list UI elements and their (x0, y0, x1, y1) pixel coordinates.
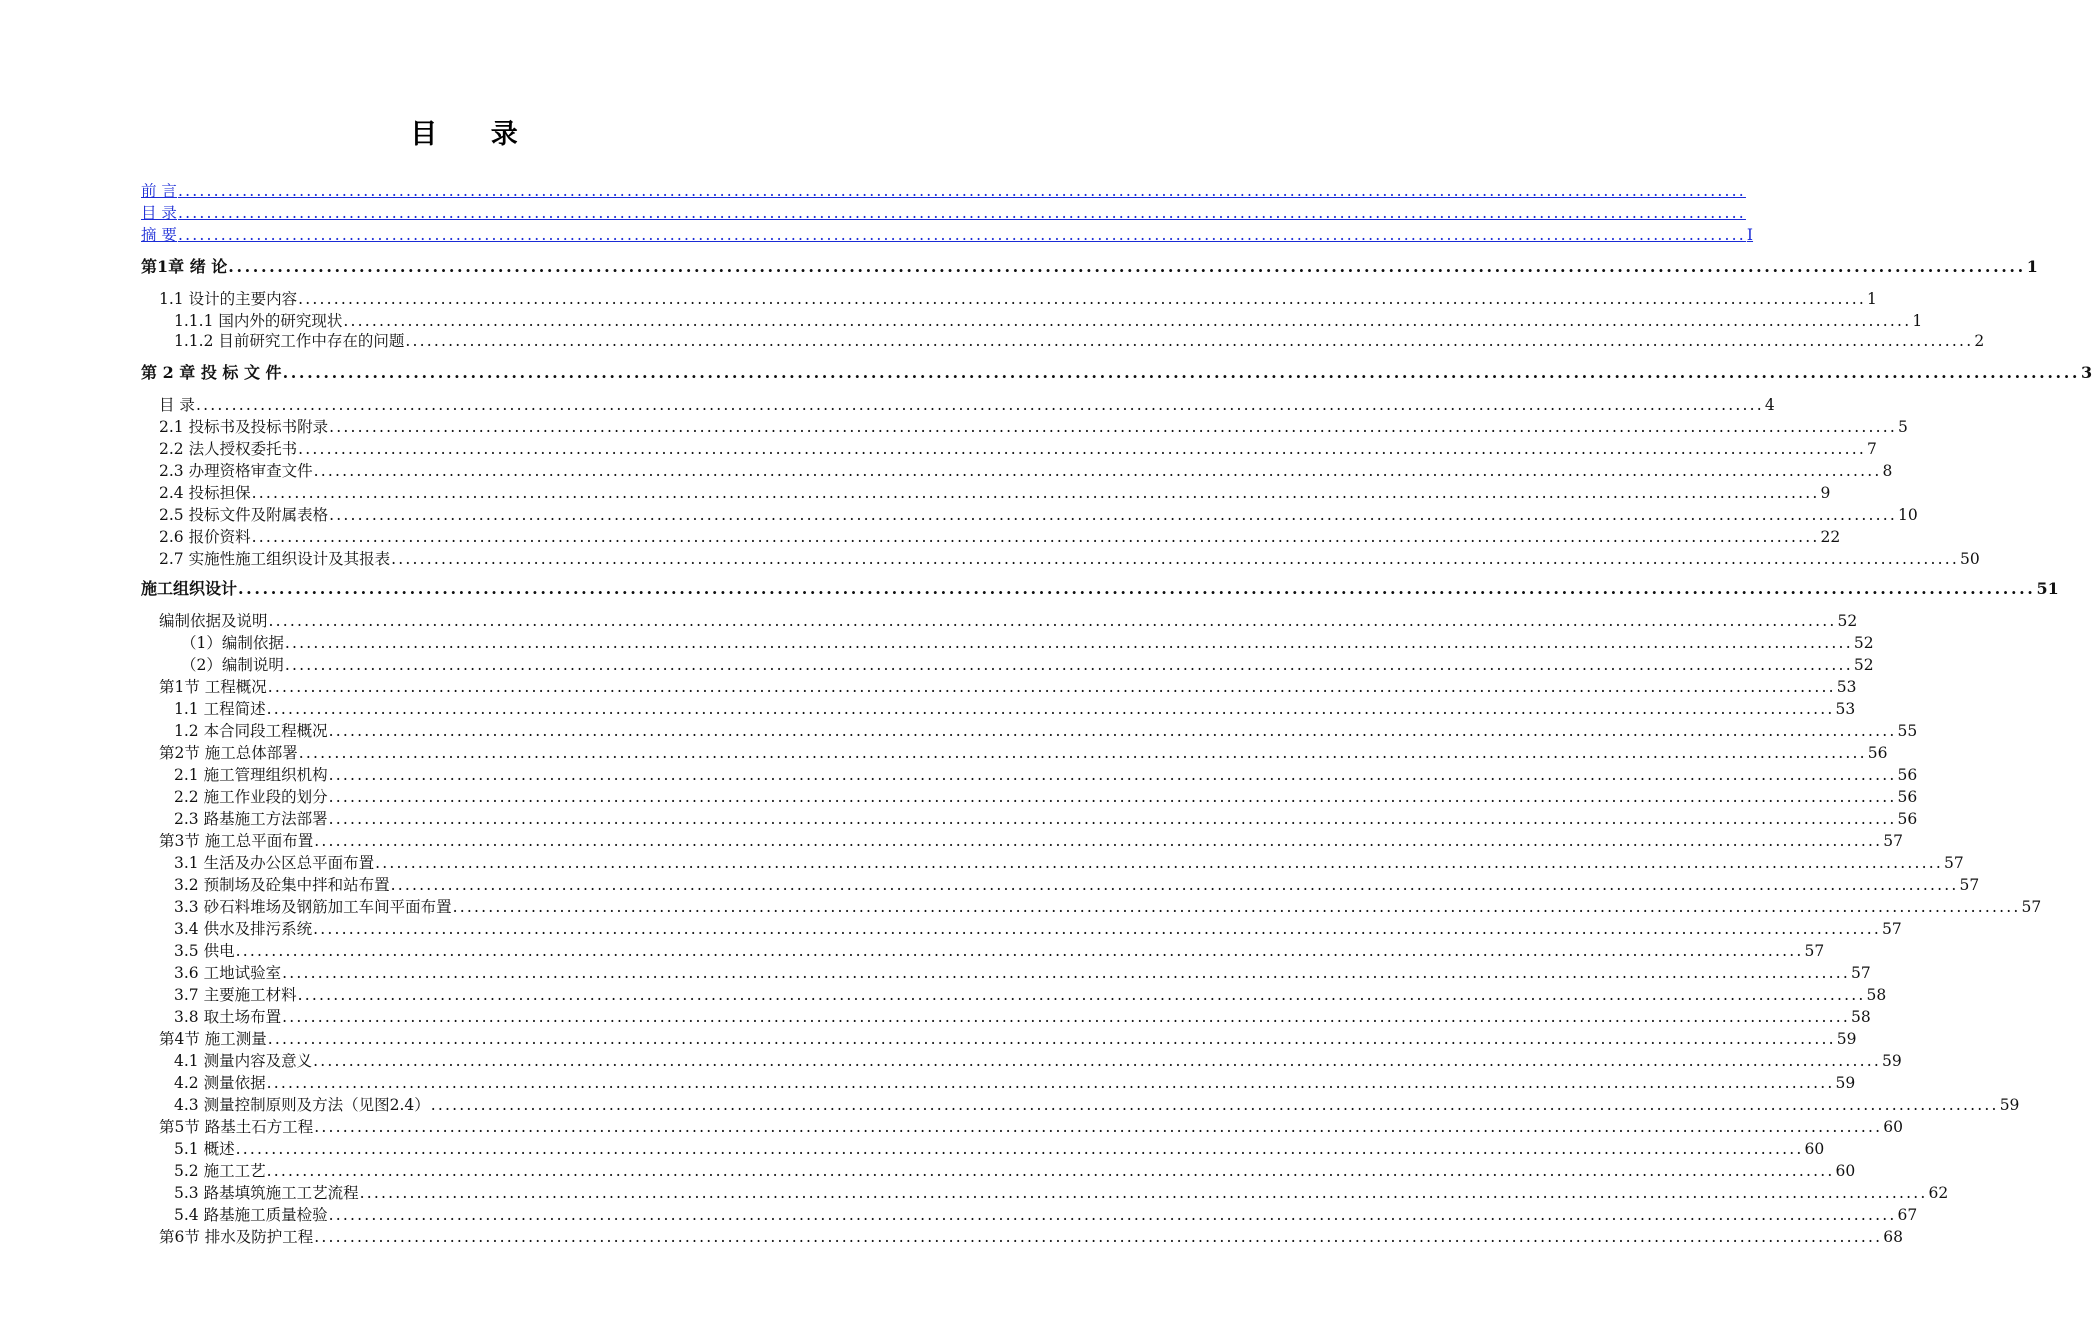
toc-entry-label: 1.1.1 国内外的研究现状 (174, 312, 343, 330)
toc-row[interactable] (181, 632, 1874, 654)
dot-leader: ............................................................................................................................................................................................................................ (267, 1030, 1836, 1048)
dot-leader: ............................................................................................................................................................................................................................ (328, 766, 1897, 784)
toc-row[interactable] (159, 482, 1831, 504)
dot-leader: ............................................................................................................................................................................................................................ (177, 226, 1746, 244)
toc-page-number: 5 (1898, 418, 1908, 436)
toc-entry-label: 2.2 施工作业段的划分 (174, 788, 328, 806)
toc-row[interactable] (174, 984, 1887, 1006)
dot-leader: ............................................................................................................................................................................................................................ (391, 550, 1960, 568)
toc-entry-label: 1.1 工程简述 (174, 700, 266, 718)
dot-leader: ............................................................................................................................................................................................................................ (343, 312, 1912, 330)
toc-row[interactable] (174, 1072, 1856, 1094)
toc-page-number: 68 (1883, 1228, 1903, 1246)
toc-page-number: 57 (1883, 832, 1903, 850)
dot-leader: ............................................................................................................................................................................................................................ (298, 290, 1867, 308)
toc-entry-label: 2.3 办理资格审查文件 (159, 462, 313, 480)
dot-leader: ............................................................................................................................................................................................................................ (314, 1118, 1883, 1136)
toc-entry-label: 2.6 报价资料 (159, 528, 251, 546)
toc-entry-label: 4.2 测量依据 (174, 1074, 266, 1092)
toc-entry-label: 1.1.2 目前研究工作中存在的问题 (174, 332, 405, 350)
toc-entry-label: 3.4 供水及排污系统 (174, 920, 313, 938)
dot-leader: ............................................................................................................................................................................................................................ (195, 396, 1764, 414)
toc-page-number: 57 (1851, 964, 1871, 982)
toc-row[interactable] (174, 940, 1825, 962)
toc-entry-label: 2.3 路基施工方法部署 (174, 810, 328, 828)
toc-entry-label: 3.6 工地试验室 (174, 964, 282, 982)
toc-row[interactable] (174, 874, 1980, 896)
dot-leader: ............................................................................................................................................................................................................................ (328, 788, 1897, 806)
toc-row[interactable] (174, 698, 1856, 720)
toc-entry-label: 2.2 法人授权委托书 (159, 440, 298, 458)
toc-page-number: 1 (1912, 312, 1923, 330)
toc-entry-label: 3.1 生活及办公区总平面布置 (174, 854, 375, 872)
toc-row[interactable] (174, 310, 1923, 332)
toc-row[interactable] (159, 438, 1877, 460)
dot-leader: ............................................................................................................................................................................................................................ (297, 986, 1866, 1004)
toc-row[interactable] (159, 830, 1903, 852)
toc-entry-label: 4.3 测量控制原则及方法（见图2.4） (174, 1096, 430, 1114)
dot-leader: ............................................................................................................................................................................................................................ (282, 363, 2081, 382)
dot-leader: ............................................................................................................................................................................................................................ (298, 744, 1867, 762)
toc-page-number: 60 (1883, 1118, 1903, 1136)
toc-entry-label: 5.3 路基填筑施工工艺流程 (174, 1184, 359, 1202)
toc-row[interactable] (141, 224, 1754, 246)
dot-leader: ............................................................................................................................................................................................................................ (266, 700, 1835, 718)
dot-leader: ............................................................................................................................................................................................................................ (177, 204, 1746, 222)
toc-entry-label: 2.1 投标书及投标书附录 (159, 418, 329, 436)
toc-row[interactable] (159, 548, 1980, 570)
dot-leader: ............................................................................................................................................................................................................................ (266, 1074, 1835, 1092)
toc-entry-label: 第6节 排水及防护工程 (159, 1228, 314, 1246)
toc-entry-label: 5.1 概述 (174, 1140, 235, 1158)
dot-leader: ............................................................................................................................................................................................................................ (430, 1096, 1999, 1114)
dot-leader: ............................................................................................................................................................................................................................ (235, 942, 1804, 960)
toc-entry-label: 3.2 预制场及砼集中拌和站布置 (174, 876, 390, 894)
toc-entry-label: 第1章 绪 论 (141, 257, 228, 276)
toc-page-number: 57 (1944, 854, 1964, 872)
dot-leader: ............................................................................................................................................................................................................................ (314, 1228, 1883, 1246)
toc-page-number: 53 (1835, 700, 1856, 718)
dot-leader: ............................................................................................................................................................................................................................ (267, 678, 1836, 696)
toc-row[interactable] (174, 1006, 1871, 1028)
toc-row[interactable] (159, 676, 1857, 698)
toc-entry-label: 第3节 施工总平面布置 (159, 832, 314, 850)
toc-row[interactable] (174, 1160, 1856, 1182)
toc-entry-label: 1.1 设计的主要内容 (159, 290, 298, 308)
toc-page-number: 62 (1928, 1184, 1949, 1202)
toc-row[interactable] (159, 1226, 1903, 1248)
toc-entry-label: 4.1 测量内容及意义 (174, 1052, 313, 1070)
dot-leader: ............................................................................................................................................................................................................................ (282, 1008, 1851, 1026)
toc-row[interactable] (174, 786, 1918, 808)
toc-entry-label: 2.1 施工管理组织机构 (174, 766, 328, 784)
toc-page-number: 56 (1897, 810, 1918, 828)
toc-page-number: 22 (1820, 528, 1841, 546)
toc-entry-label: 3.8 取土场布置 (174, 1008, 282, 1026)
toc-row[interactable] (159, 610, 1858, 632)
toc-page-number: I (1746, 226, 1754, 244)
toc-entry-label: （1）编制依据 (181, 634, 284, 652)
dot-leader: ............................................................................................................................................................................................................................ (329, 506, 1898, 524)
toc-entry-label: 5.4 路基施工质量检验 (174, 1206, 328, 1224)
toc-row[interactable] (159, 1116, 1903, 1138)
toc-page-number: 60 (1804, 1140, 1825, 1158)
toc-entry-label: 编制依据及说明 (159, 612, 268, 630)
dot-leader: ............................................................................................................................................................................................................................ (251, 528, 1820, 546)
dot-leader: ............................................................................................................................................................................................................................ (282, 964, 1851, 982)
toc-entry-label: 5.2 施工工艺 (174, 1162, 266, 1180)
toc-page-number: 57 (2021, 898, 2042, 916)
dot-leader: ............................................................................................................................................................................................................................ (375, 854, 1944, 872)
toc-entry-label: （2）编制说明 (181, 656, 284, 674)
toc-entry-label: 目 录 (159, 396, 195, 414)
dot-leader: ............................................................................................................................................................................................................................ (359, 1184, 1928, 1202)
toc-entry-label: 3.3 砂石料堆场及钢筋加工车间平面布置 (174, 898, 452, 916)
toc-entry-label: 第4节 施工测量 (159, 1030, 267, 1048)
toc-entry-label: 目 录 (141, 204, 177, 222)
toc-page-number: 57 (1959, 876, 1980, 894)
toc-row[interactable] (174, 720, 1918, 742)
dot-leader: ............................................................................................................................................................................................................................ (328, 810, 1897, 828)
toc-entry-label: 摘 要 (141, 226, 177, 244)
dot-leader: ............................................................................................................................................................................................................................ (284, 656, 1853, 674)
toc-entry-label: 2.4 投标担保 (159, 484, 251, 502)
toc-page-number: 56 (1867, 744, 1888, 762)
toc-chapter-row[interactable] (141, 362, 2092, 384)
dot-leader: ............................................................................................................................................................................................................................ (313, 920, 1882, 938)
dot-leader: ............................................................................................................................................................................................................................ (405, 332, 1974, 350)
toc-page-number: 56 (1897, 766, 1918, 784)
toc-row[interactable] (174, 1182, 1949, 1204)
toc-entry-label: 第2节 施工总体部署 (159, 744, 298, 762)
toc-chapter-row[interactable] (141, 256, 2038, 278)
toc-row[interactable] (159, 460, 1893, 482)
toc-page-number: 52 (1837, 612, 1858, 630)
toc-row[interactable] (174, 1138, 1825, 1160)
toc-page-number: 55 (1897, 722, 1918, 740)
toc-row[interactable] (174, 1050, 1902, 1072)
toc-row[interactable] (174, 896, 2042, 918)
toc-page-number: 52 (1853, 656, 1874, 674)
dot-leader: ............................................................................................................................................................................................................................ (328, 722, 1897, 740)
page-title: 目 录 (410, 119, 540, 150)
toc-row[interactable] (159, 504, 1918, 526)
dot-leader: ............................................................................................................................................................................................................................ (235, 1140, 1804, 1158)
dot-leader: ............................................................................................................................................................................................................................ (329, 418, 1898, 436)
toc-entry-label: 前 言 (141, 182, 177, 200)
toc-row[interactable] (159, 288, 1877, 310)
toc-row[interactable] (174, 1094, 2020, 1116)
dot-leader: ............................................................................................................................................................................................................................ (314, 832, 1883, 850)
toc-row[interactable] (174, 764, 1918, 786)
toc-entry-label: 3.5 供电 (174, 942, 235, 960)
toc-row[interactable] (174, 1204, 1918, 1226)
toc-page-number: 3 (2081, 363, 2092, 382)
toc-row[interactable] (174, 852, 1964, 874)
toc-entry-label: 第 2 章 投 标 文 件 (141, 363, 282, 382)
toc-row[interactable] (159, 1028, 1857, 1050)
dot-leader: ............................................................................................................................................................................................................................ (390, 876, 1959, 894)
toc-row[interactable] (181, 654, 1874, 676)
toc-page-number: 52 (1853, 634, 1874, 652)
dot-leader: ............................................................................................................................................................................................................................ (313, 1052, 1882, 1070)
dot-leader: ............................................................................................................................................................................................................................ (313, 462, 1882, 480)
dot-leader: ............................................................................................................................................................................................................................ (268, 612, 1837, 630)
toc-row[interactable] (174, 918, 1902, 940)
dot-leader: ............................................................................................................................................................................................................................ (284, 634, 1853, 652)
toc-entry-label: 2.7 实施性施工组织设计及其报表 (159, 550, 391, 568)
toc-row[interactable] (159, 416, 1908, 438)
toc-page-number: 1 (2026, 257, 2038, 276)
toc-page-number: 56 (1897, 788, 1918, 806)
dot-leader: ............................................................................................................................................................................................................................ (228, 257, 2026, 276)
toc-page-number: 50 (1960, 550, 1980, 568)
toc-page-number: 59 (1835, 1074, 1856, 1092)
toc-row[interactable] (159, 742, 1888, 764)
toc-page-number: 60 (1835, 1162, 1856, 1180)
toc-page-number: 58 (1851, 1008, 1871, 1026)
toc-row[interactable] (159, 394, 1775, 416)
dot-leader: ............................................................................................................................................................................................................................ (238, 579, 2036, 598)
toc-page-number: 10 (1898, 506, 1918, 524)
toc-row[interactable] (141, 180, 1746, 202)
toc-page-number: 2 (1974, 332, 1985, 350)
toc-page-number: 57 (1882, 920, 1902, 938)
toc-page-number: 1 (1867, 290, 1877, 308)
toc-page-number: 4 (1764, 396, 1775, 414)
toc-page-number: 57 (1804, 942, 1825, 960)
toc-page-number: 59 (1882, 1052, 1902, 1070)
dot-leader: ............................................................................................................................................................................................................................ (328, 1206, 1897, 1224)
dot-leader: ............................................................................................................................................................................................................................ (298, 440, 1867, 458)
toc-row[interactable] (174, 330, 1985, 352)
toc-row[interactable] (141, 202, 1746, 224)
toc-row[interactable] (174, 808, 1918, 830)
toc-page-number: 7 (1867, 440, 1877, 458)
toc-entry-label: 第1节 工程概况 (159, 678, 267, 696)
toc-chapter-row[interactable] (141, 578, 2059, 600)
toc-page-number: 8 (1882, 462, 1893, 480)
toc-entry-label: 第5节 路基土石方工程 (159, 1118, 314, 1136)
dot-leader: ............................................................................................................................................................................................................................ (452, 898, 2021, 916)
toc-entry-label: 3.7 主要施工材料 (174, 986, 297, 1004)
dot-leader: ............................................................................................................................................................................................................................ (251, 484, 1820, 502)
dot-leader: ............................................................................................................................................................................................................................ (266, 1162, 1835, 1180)
toc-row[interactable] (174, 962, 1871, 984)
toc-entry-label: 施工组织设计 (141, 579, 238, 598)
toc-page-number: 59 (1999, 1096, 2020, 1114)
toc-page-number: 9 (1820, 484, 1831, 502)
toc-page-number: 67 (1897, 1206, 1918, 1224)
toc-entry-label: 1.2 本合同段工程概况 (174, 722, 328, 740)
toc-row[interactable] (159, 526, 1841, 548)
dot-leader: ............................................................................................................................................................................................................................ (177, 182, 1746, 200)
toc-page-number: 58 (1866, 986, 1887, 1004)
toc-page-number: 59 (1836, 1030, 1857, 1048)
toc-page-number: 51 (2036, 579, 2059, 598)
toc-page-number: 53 (1836, 678, 1857, 696)
toc-entry-label: 2.5 投标文件及附属表格 (159, 506, 329, 524)
